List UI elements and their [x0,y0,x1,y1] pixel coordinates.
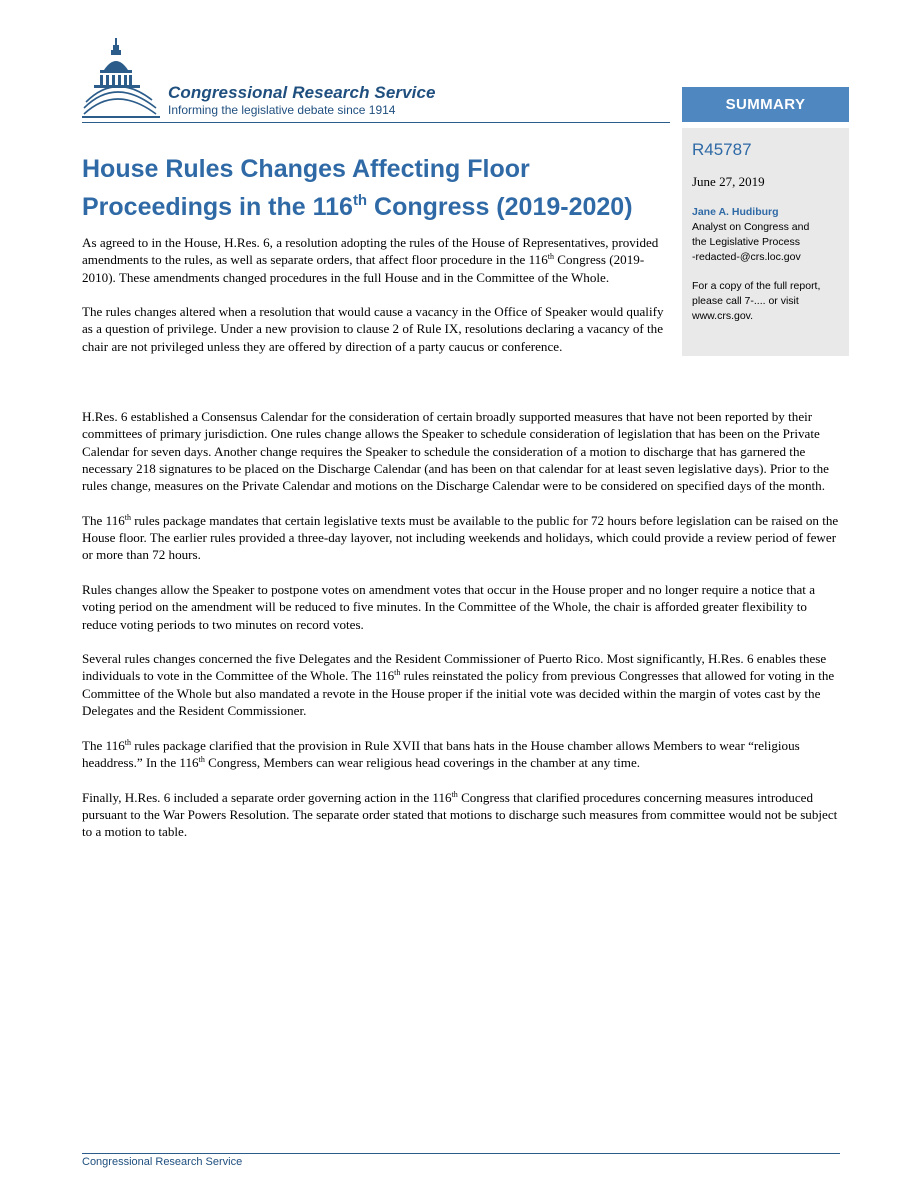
summary-heading: SUMMARY [682,87,849,122]
crs-logo [82,36,482,120]
footer-divider [82,1153,840,1154]
paragraph: The 116th rules package clarified that the provision in Rule XVII that bans hats in the House chamber allows Members to wear “religious headdress.” In the 116th Congress, Members can wear religious head coverings in the chamber at any time. [82,737,800,770]
copy-note-line: www.crs.gov. [692,310,754,322]
summary-body-wide [82,408,840,858]
report-title: House Rules Changes Affecting Floor Proceedings in the 116th Congress (2019-2020) [82,155,633,221]
header-divider [82,122,670,123]
author-title-line: Analyst on Congress and [692,221,810,233]
org-name: Congressional Research Service [168,83,436,102]
copy-note-line: For a copy of the full report, [692,280,821,292]
paragraph: Several rules changes concerned the five Delegates and the Resident Commissioner of Puerto Rico. Most significantly, H.Res. 6 enables these individuals to vote in the Committee of the Whole. The 116th rules reinstated the policy from previous Congresses that allowed for voting in the Committee of the Whole but also mandated a revote in the House proper if the initial vote was decided within the margin of votes cast by the Delegates and the Resident Commissioner. [82,651,835,719]
paragraph: H.Res. 6 established a Consensus Calendar for the consideration of certain broadly supported measures that have not been reported by their committees of primary jurisdiction. One rules change allows the Speaker to schedule consideration of legislation that has been on the Private Calendar for seven days. Another change requires the Speaker to schedule the consideration of a motion to discharge that has garnered the necessary 218 signatures to be placed on the Discharge Calendar (and has been on that calendar for at least seven legislative days). Prior to the rules change, measures on the Private Calendar and motions on the Discharge Calendar were to be considered on specified days of the month. [82,409,829,494]
paragraph: The 116th rules package mandates that certain legislative texts must be available to the public for 72 hours before legislation can be raised on the House floor. The earlier rules provided a three-day layover, not including weekends and holidays, which could provide a review period of fewer or more than 72 hours. [82,512,839,563]
capitol-dome-icon [82,36,164,120]
footer-org-name: Congressional Research Service [82,1156,243,1168]
summary-sidebar [682,128,849,356]
author-title-line: the Legislative Process [692,236,800,248]
paragraph: As agreed to in the House, H.Res. 6, a resolution adopting the rules of the House of Representatives, provided amendments to the rules, as well as separate orders, that affect floor procedure in the 116th Congress (2019-2010). These amendments changed procedures in the full House and in the Committee of the Whole. [82,235,659,285]
paragraph: Finally, H.Res. 6 included a separate order governing action in the 116th Congress that clarified procedures concerning measures introduced pursuant to the War Powers Resolution. The separate order stated that motions to discharge such measures from committee would not be subject to a motion to table. [82,789,838,840]
paragraph: The rules changes altered when a resolution that would cause a vacancy in the Office of Speaker would qualify as a question of privilege. Under a new provision to clause 2 of Rule IX, resolutions declaring a vacancy of the chair are not privileged unless they are offered by direction of a party caucus or conference. [82,304,664,354]
summary-body-narrow [82,234,677,372]
copy-note-line: please call 7-.... or visit [692,295,799,307]
report-date: June 27, 2019 [692,174,765,189]
author-email: -redacted-@crs.loc.gov [692,251,801,263]
paragraph: Rules changes allow the Speaker to postpone votes on amendment votes that occur in the House proper and no longer require a notice that a voting period on the amendment will be reduced to five minutes. In the Committee of the Whole, the chair is afforded greater flexibility to reduce voting periods to two minutes on record votes. [82,581,816,632]
author-name: Jane A. Hudiburg [692,206,779,218]
org-tagline: Informing the legislative debate since 1914 [168,103,396,117]
report-id: R45787 [692,140,752,159]
